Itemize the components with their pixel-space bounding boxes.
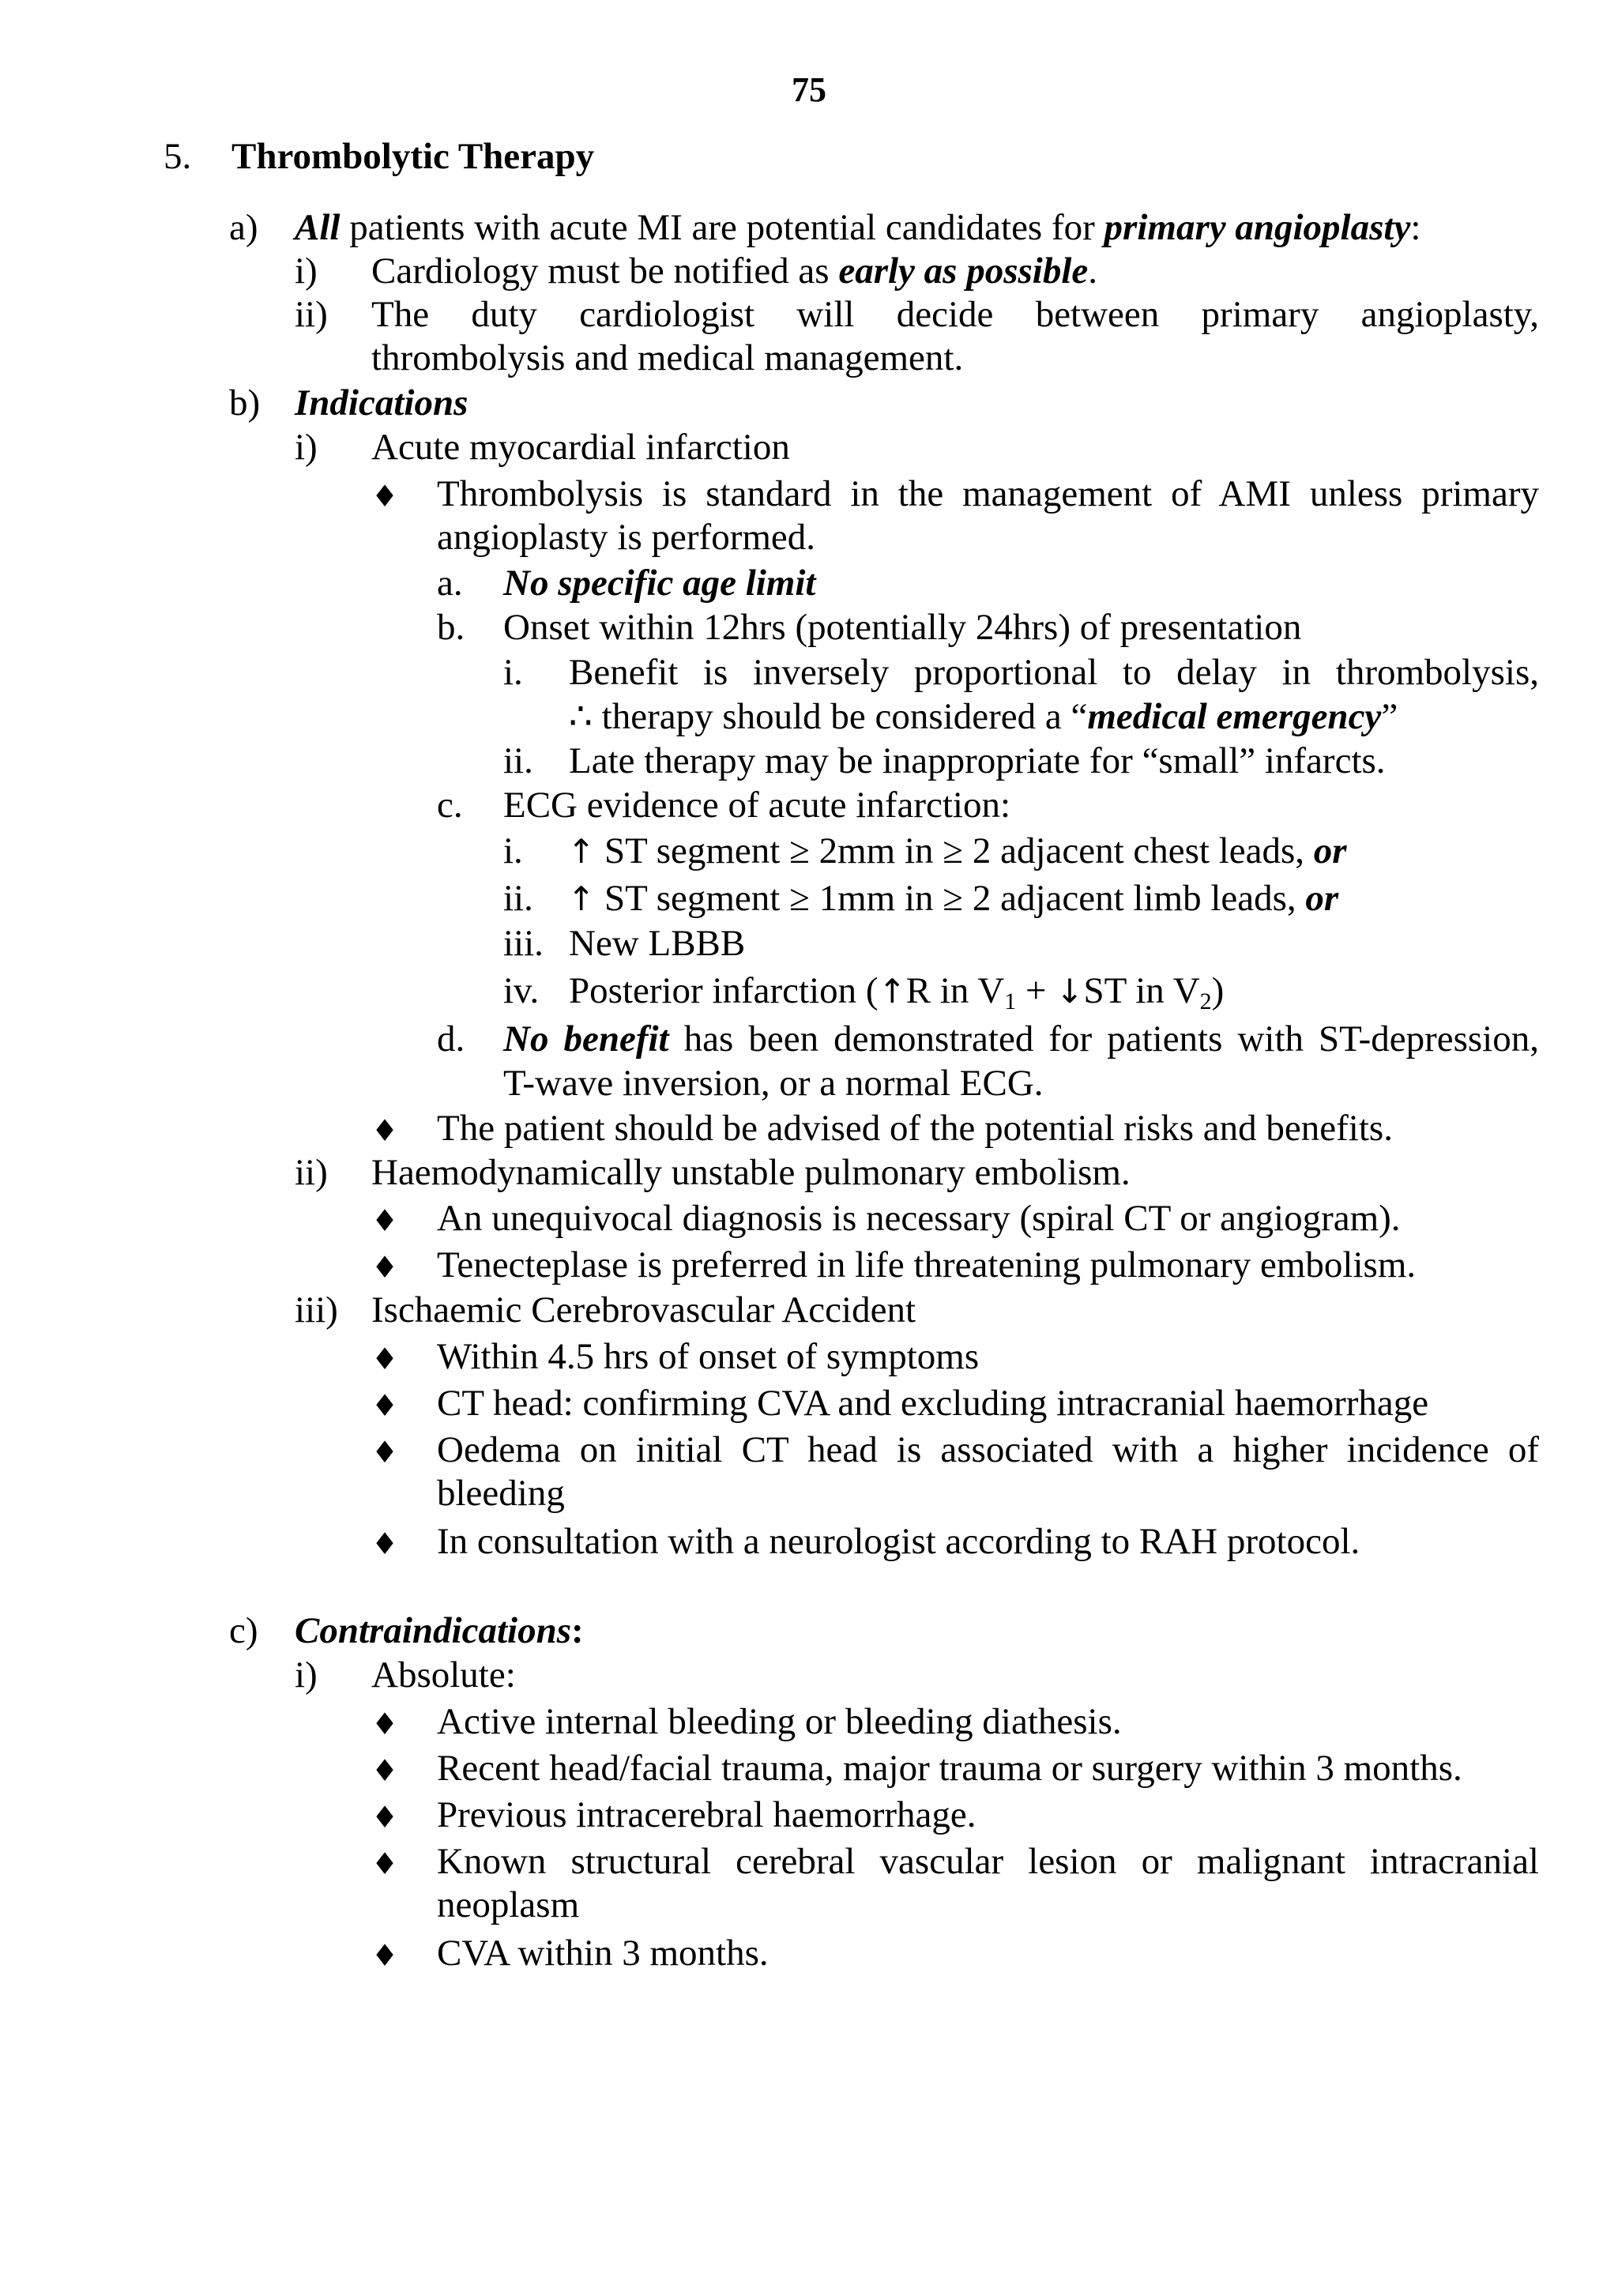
- bullet-diamond-icon: ♦: [371, 1250, 399, 1285]
- item-a-i-label: i): [295, 250, 318, 292]
- sub-c-iv-post: ): [1211, 970, 1225, 1011]
- sub-c-i-em: or: [1313, 830, 1347, 871]
- b-i-bullet1-line2: angioplasty is performed.: [437, 517, 816, 558]
- item-a-label: a): [229, 207, 258, 248]
- b-iii-bullet3-line1: Oedema on initial CT head is associated with a higher incidence of: [437, 1429, 1539, 1470]
- item-b-ii-text: Haemodynamically unstable pulmonary embolism.: [371, 1152, 1131, 1193]
- item-b-iii-text: Ischaemic Cerebrovascular Accident: [371, 1289, 916, 1331]
- sub-c-i-text: [567, 830, 1347, 871]
- sub-c-iv-sub1: 1: [1004, 988, 1017, 1014]
- section-title: Thrombolytic Therapy: [231, 136, 595, 177]
- sub-c-iv-mid1: R in V: [905, 970, 1005, 1011]
- b-iii-bullet3-line2: bleeding: [437, 1473, 565, 1514]
- bullet-diamond-icon: ♦: [371, 1526, 399, 1561]
- arrow-up-icon: ↑: [567, 879, 596, 918]
- sub-d-body: has been demonstrated for patients with ST-depression,: [668, 1018, 1539, 1060]
- sub-c-label: c.: [437, 785, 463, 826]
- sub-c-iv-mid2: +: [1016, 970, 1056, 1011]
- sub-b-i-line2-post: ”: [1381, 696, 1398, 737]
- sub-c-iii-label: iii.: [503, 923, 544, 964]
- bullet-diamond-icon: ♦: [371, 1113, 399, 1148]
- bullet-diamond-icon: ♦: [371, 1707, 399, 1741]
- item-a-i-text: [371, 250, 1098, 292]
- arrow-up-icon: ↑: [878, 972, 906, 1011]
- sub-c-ii-text: [567, 880, 1338, 917]
- sub-d-line1: [503, 1018, 1539, 1060]
- c-i-bullet3: Previous intracerebral haemorrhage.: [437, 1794, 976, 1835]
- item-a-ii-line2: thrombolysis and medical management.: [371, 337, 964, 378]
- bullet-diamond-icon: ♦: [371, 1938, 399, 1973]
- b-iii-bullet4: In consultation with a neurologist according to RAH protocol.: [437, 1521, 1360, 1562]
- sub-c-i-label: i.: [503, 830, 523, 871]
- sub-b-i-line1: Benefit is inversely proportional to delay in thrombolysis,: [569, 652, 1539, 693]
- b-i-bullet1-line1: Thrombolysis is standard in the management of AMI unless primary: [437, 473, 1539, 514]
- sub-d-label: d.: [437, 1018, 465, 1060]
- sub-c-iv-text: [569, 970, 1225, 1014]
- item-a-tail: :: [1410, 207, 1421, 248]
- sub-b-label: b.: [437, 607, 465, 648]
- item-a-em: All: [295, 207, 341, 248]
- item-a-text: [295, 209, 1420, 247]
- item-b-iii-label: iii): [295, 1289, 338, 1331]
- bullet-diamond-icon: ♦: [371, 479, 399, 514]
- c-i-bullet2: Recent head/facial trauma, major trauma or surgery within 3 months.: [437, 1748, 1462, 1789]
- sub-c-iv-mid3: ST in V: [1083, 970, 1200, 1011]
- sub-d-em: No benefit: [503, 1018, 669, 1060]
- item-a-i-em: early as possible: [838, 250, 1089, 292]
- therefore-symbol: ∴: [569, 696, 593, 737]
- bullet-diamond-icon: ♦: [371, 1753, 399, 1788]
- sub-b-i-line2-pre: therapy should be considered a “: [592, 696, 1088, 737]
- item-a-i-tail: .: [1088, 250, 1098, 292]
- c-i-bullet1: Active internal bleeding or bleeding diathesis.: [437, 1701, 1122, 1742]
- bullet-diamond-icon: ♦: [371, 1435, 399, 1470]
- sub-a-label: a.: [437, 563, 463, 604]
- item-b-label: b): [229, 382, 261, 423]
- item-c-colon: :: [571, 1610, 584, 1651]
- sub-c-ii-label: ii.: [503, 878, 533, 919]
- arrow-down-icon: ↓: [1055, 972, 1084, 1011]
- item-b-i-text: Acute myocardial infarction: [371, 427, 790, 468]
- item-c-heading-text: Contraindications: [295, 1610, 571, 1651]
- sub-c-i-body: ST segment ≥ 2mm in ≥ 2 adjacent chest leads,: [595, 830, 1314, 871]
- b-ii-bullet1: An unequivocal diagnosis is necessary (spiral CT or angiogram).: [437, 1198, 1401, 1239]
- item-c-heading: [295, 1610, 584, 1651]
- arrow-up-icon: ↑: [567, 832, 596, 871]
- section-number: 5.: [164, 136, 192, 177]
- item-b-i-label: i): [295, 427, 318, 468]
- item-a-body: patients with acute MI are potential candidates for: [340, 207, 1104, 248]
- item-a-ii-label: ii): [295, 294, 328, 335]
- sub-c-ii-em: or: [1305, 878, 1339, 919]
- sub-c-iv-sub2: 2: [1199, 988, 1212, 1014]
- b-iii-bullet1: Within 4.5 hrs of onset of symptoms: [437, 1336, 980, 1377]
- c-i-bullet4-line1: Known structural cerebral vascular lesion or malignant intracranial: [437, 1841, 1539, 1882]
- sub-b-i-line2: [569, 698, 1398, 736]
- c-i-bullet5: CVA within 3 months.: [437, 1933, 769, 1974]
- sub-c-ii-body: ST segment ≥ 1mm in ≥ 2 adjacent limb leads,: [595, 878, 1306, 919]
- sub-c-iv-label: iv.: [503, 970, 540, 1011]
- sub-b-ii-text: Late therapy may be inappropriate for “small” infarcts.: [569, 740, 1386, 781]
- item-c-label: c): [229, 1610, 258, 1651]
- item-a-ii-line1: The duty cardiologist will decide between primary angioplasty,: [371, 294, 1539, 335]
- sub-d-line2: T-wave inversion, or a normal ECG.: [503, 1063, 1044, 1104]
- sub-b-text: Onset within 12hrs (potentially 24hrs) of presentation: [503, 607, 1302, 648]
- item-a-i-body: Cardiology must be notified as: [371, 250, 839, 292]
- sub-c-iv-pre: Posterior infarction (: [569, 970, 879, 1011]
- sub-c-iii-text: New LBBB: [569, 923, 746, 964]
- item-c-i-text: Absolute:: [371, 1654, 516, 1696]
- sub-c-text: ECG evidence of acute infarction:: [503, 785, 1011, 826]
- bullet-diamond-icon: ♦: [371, 1342, 399, 1376]
- bullet-diamond-icon: ♦: [371, 1203, 399, 1238]
- sub-b-i-label: i.: [503, 652, 523, 693]
- page-number: 75: [792, 70, 826, 109]
- sub-b-ii-label: ii.: [503, 740, 533, 781]
- item-a-em2: primary angioplasty: [1104, 207, 1411, 248]
- b-i-bullet2: The patient should be advised of the potential risks and benefits.: [437, 1108, 1393, 1149]
- sub-a-text: No specific age limit: [503, 563, 816, 604]
- item-b-ii-label: ii): [295, 1152, 328, 1193]
- item-b-heading: Indications: [295, 382, 468, 423]
- b-iii-bullet2: CT head: confirming CVA and excluding intracranial haemorrhage: [437, 1383, 1429, 1424]
- item-c-i-label: i): [295, 1654, 318, 1696]
- bullet-diamond-icon: ♦: [371, 1846, 399, 1881]
- sub-b-i-line2-em: medical emergency: [1087, 696, 1382, 737]
- b-ii-bullet2: Tenecteplase is preferred in life threatening pulmonary embolism.: [437, 1244, 1417, 1285]
- bullet-diamond-icon: ♦: [371, 1388, 399, 1423]
- bullet-diamond-icon: ♦: [371, 1800, 399, 1835]
- c-i-bullet4-line2: neoplasm: [437, 1884, 580, 1925]
